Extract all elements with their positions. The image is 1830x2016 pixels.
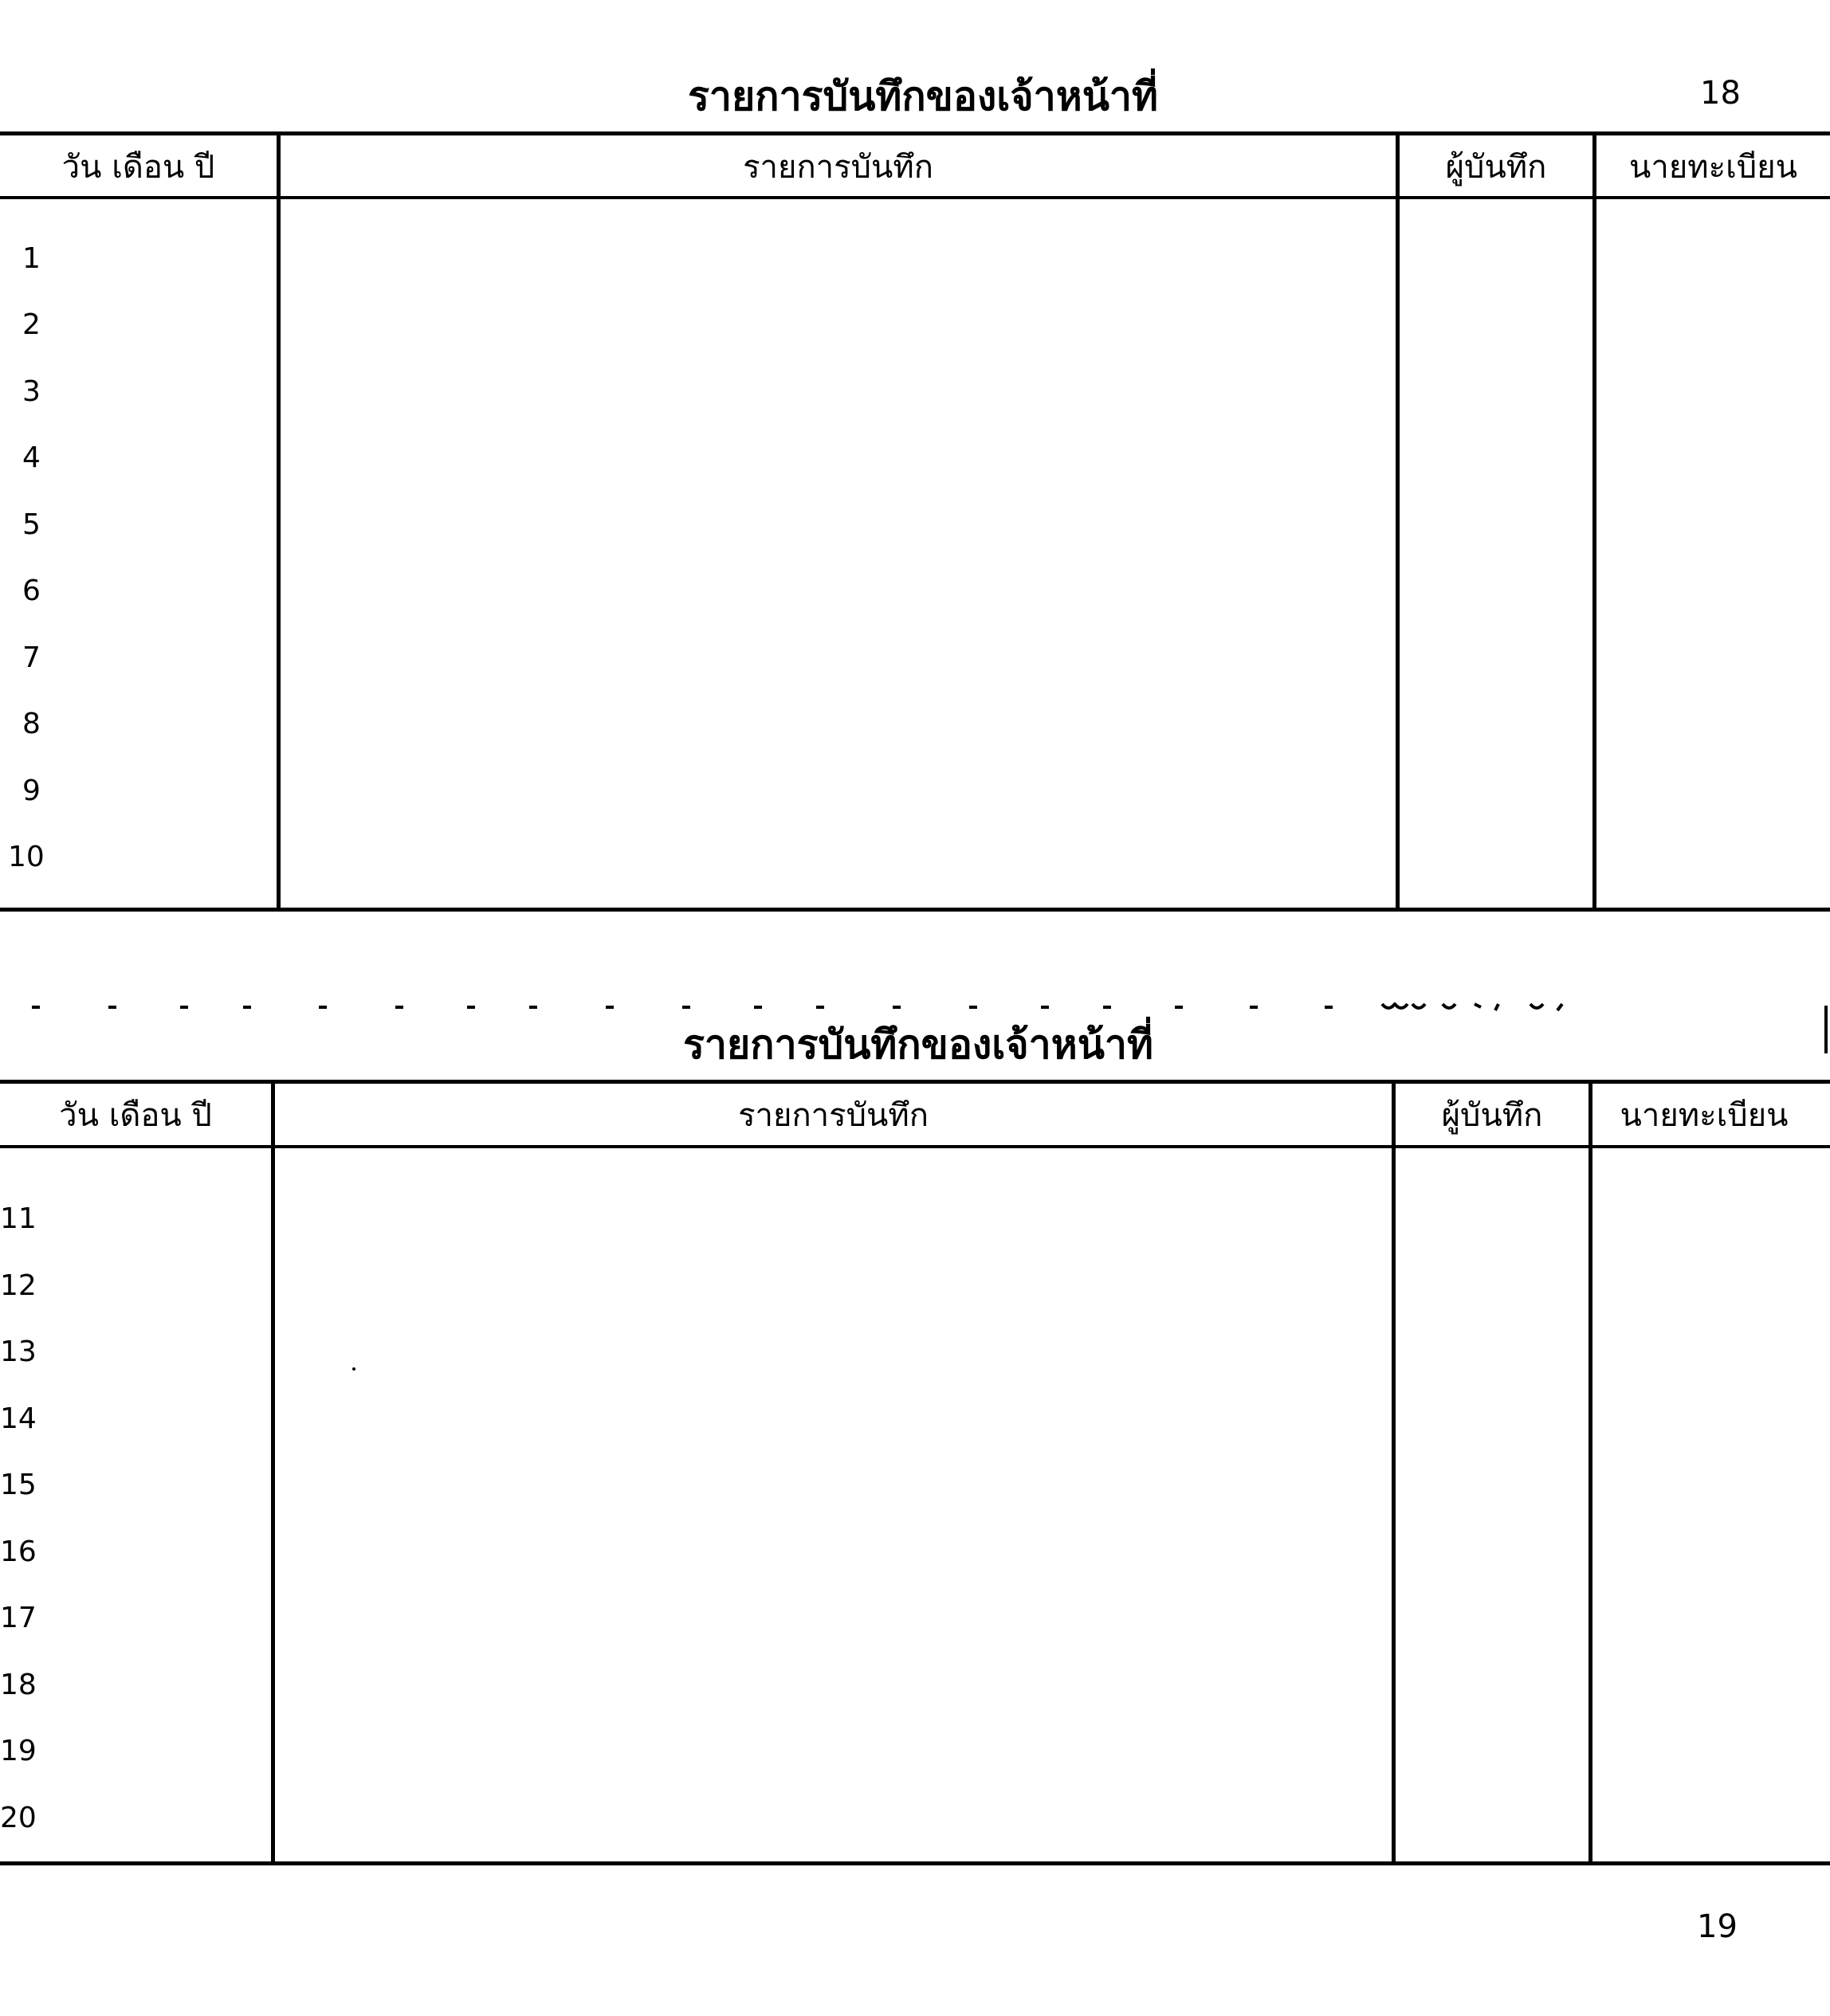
header-registrar: นายทะเบียน xyxy=(1629,149,1797,186)
row-number: 19 xyxy=(0,1735,37,1767)
column-divider xyxy=(1396,131,1400,912)
header-recorder: ผู้บันทึก xyxy=(1445,149,1547,186)
column-divider xyxy=(1392,1080,1396,1865)
form-title: รายการบันทึกของเจ้าหน้าที่ xyxy=(688,73,1158,120)
row-number: 13 xyxy=(0,1336,37,1368)
row-number: 8 xyxy=(22,708,41,740)
row-number: 2 xyxy=(22,308,41,341)
form-title: รายการบันทึกของเจ้าหน้าที่ xyxy=(683,1022,1153,1068)
row-number: 1 xyxy=(22,242,41,275)
scan-speck xyxy=(352,1367,355,1371)
row-number: 4 xyxy=(22,441,41,474)
page-number-top: 18 xyxy=(1700,75,1741,112)
row-number: 11 xyxy=(0,1202,37,1235)
row-number: 18 xyxy=(0,1669,37,1701)
page-number-bottom: 19 xyxy=(1697,1908,1738,1945)
header-recorder: ผู้บันทึก xyxy=(1441,1097,1543,1134)
row-number: 16 xyxy=(0,1536,37,1568)
table-bottom-border xyxy=(0,908,1830,912)
row-number: 7 xyxy=(22,641,41,674)
row-number: 14 xyxy=(0,1402,37,1435)
row-number: 3 xyxy=(22,375,41,408)
column-divider xyxy=(277,131,281,912)
header-registrar: นายทะเบียน xyxy=(1620,1097,1789,1134)
column-divider xyxy=(1588,1080,1592,1865)
row-number: 20 xyxy=(0,1802,37,1834)
header-date: วัน เดือน ปี xyxy=(59,1097,212,1134)
table-top-border xyxy=(0,131,1830,135)
row-number: 10 xyxy=(8,841,45,873)
column-divider xyxy=(271,1080,275,1865)
row-number: 12 xyxy=(0,1269,37,1302)
header-entry: รายการบันทึก xyxy=(743,149,933,186)
row-number: 15 xyxy=(0,1469,37,1501)
row-number: 5 xyxy=(22,508,41,541)
row-number: 6 xyxy=(22,575,41,607)
dotted-separator xyxy=(0,1002,1830,1012)
column-divider xyxy=(1592,131,1596,912)
header-date: วัน เดือน ปี xyxy=(61,149,215,186)
header-entry: รายการบันทึก xyxy=(738,1097,929,1134)
header-bottom-border xyxy=(0,196,1830,199)
row-number: 9 xyxy=(22,775,41,807)
row-number: 17 xyxy=(0,1602,37,1634)
